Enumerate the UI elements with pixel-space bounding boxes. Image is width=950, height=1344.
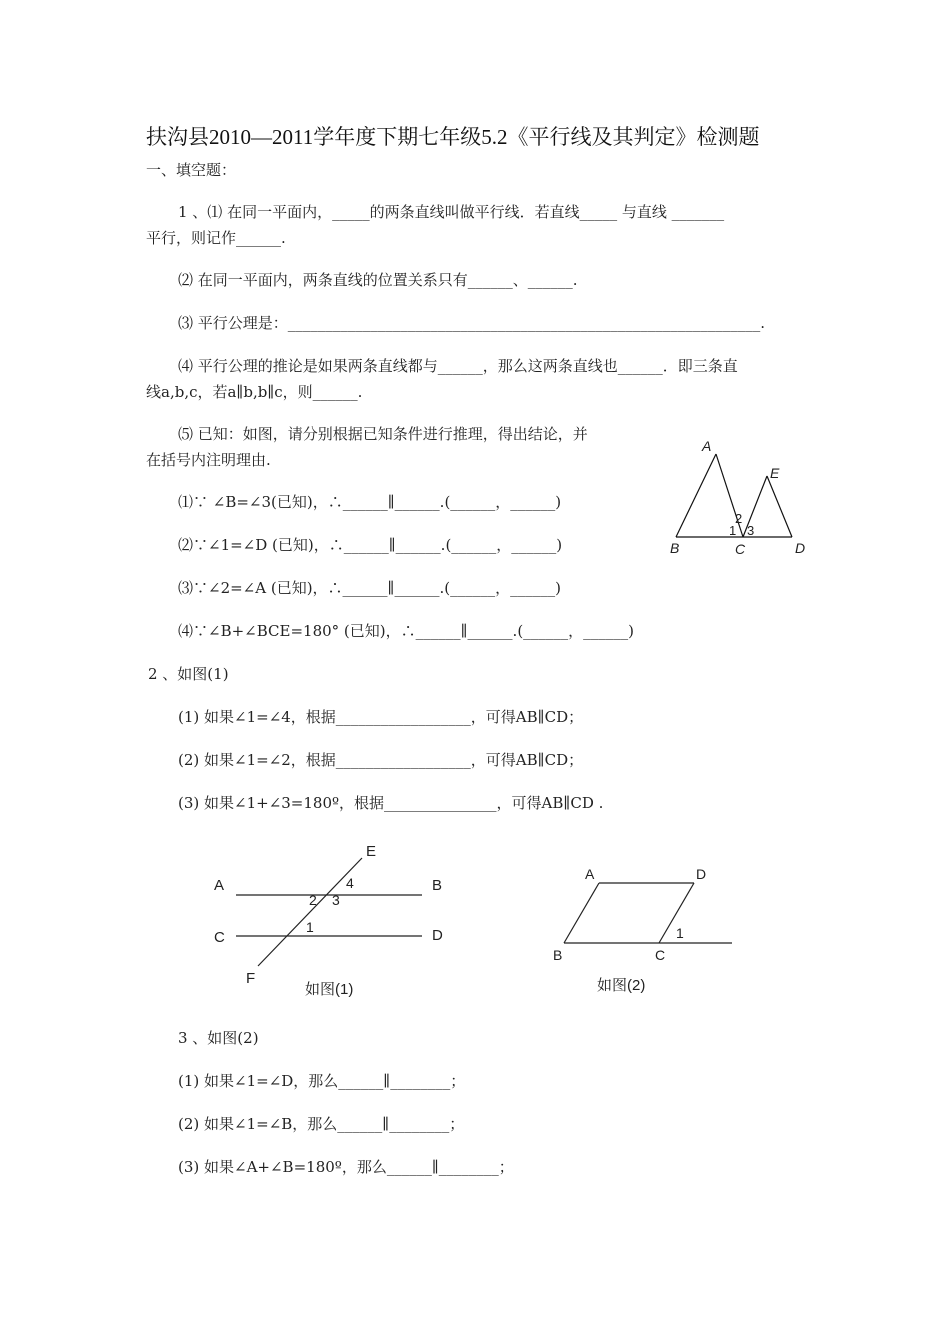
q1-part4-line1: ⑷ 平行公理的推论是如果两条直线都与______，那么这两条直线也______．即三条直 — [178, 357, 738, 375]
section-heading: 一、填空题： — [146, 161, 237, 179]
angle-3: 3 — [332, 892, 340, 908]
page-title: 扶沟县2010—2011学年度下期七年级5.2《平行线及其判定》检测题 — [146, 125, 760, 149]
label-c: C — [655, 947, 666, 963]
angle-4: 4 — [346, 875, 354, 891]
q1-reason2: ⑵∵∠1=∠D (已知)，∴______∥______.(______，______) — [178, 536, 563, 554]
q3-item2: (2) 如果∠1=∠B，那么______∥________； — [178, 1115, 465, 1133]
label-b: B — [670, 540, 680, 556]
q1-part3: ⑶ 平行公理是：_______________________________________________________________. — [178, 314, 766, 332]
figure-2-caption: 如图(2) — [597, 977, 646, 994]
q1-reason1: ⑴∵ ∠B=∠3(已知)，∴______∥______.(______，______) — [178, 493, 562, 511]
label-b: B — [553, 947, 563, 963]
q1-part5-line2: 在括号内注明理由. — [146, 451, 271, 469]
label-b: B — [432, 877, 443, 894]
angle-2: 2 — [735, 511, 743, 526]
q3-item3: (3) 如果∠A+∠B=180º，那么______∥________； — [178, 1158, 514, 1176]
q1-part2: ⑵ 在同一平面内，两条直线的位置关系只有______、______. — [178, 271, 578, 289]
label-a: A — [214, 877, 225, 894]
angle-1: 1 — [676, 925, 684, 941]
line-ab — [564, 883, 599, 943]
label-c: C — [214, 929, 225, 946]
q3-heading: 3 、如图(2) — [178, 1029, 259, 1047]
q1-reason4: ⑷∵∠B+∠BCE=180° (已知)，∴______∥______.(______，______) — [178, 622, 635, 640]
q1-line2: 平行，则记作______. — [146, 229, 286, 247]
label-d: D — [795, 540, 806, 556]
label-c: C — [735, 541, 746, 557]
angle-2: 2 — [309, 892, 317, 908]
q2-item1: (1) 如果∠1=∠4，根据__________________，可得AB∥CD； — [178, 708, 584, 726]
label-e: E — [770, 465, 780, 481]
q2-item3: (3) 如果∠1+∠3=180º，根据_______________，可得AB∥CD . — [178, 794, 604, 812]
label-e: E — [366, 843, 377, 860]
label-d: D — [696, 866, 707, 882]
q2-item2: (2) 如果∠1=∠2，根据__________________，可得AB∥CD； — [178, 751, 584, 769]
angle-3: 3 — [747, 523, 755, 538]
q3-item1: (1) 如果∠1=∠D，那么______∥________； — [178, 1072, 466, 1090]
label-a: A — [585, 866, 595, 882]
angle-1: 1 — [729, 523, 737, 538]
q1-part4-line2: 线a,b,c，若a∥b,b∥c，则______. — [146, 383, 363, 401]
label-a: A — [702, 438, 712, 454]
angle-1: 1 — [306, 919, 314, 935]
q1-line1: 1 、⑴ 在同一平面内，_____的两条直线叫做平行线．若直线_____ 与直线 _______ — [178, 203, 725, 221]
label-f: F — [246, 970, 256, 987]
figure-1-caption: 如图(1) — [305, 981, 354, 998]
q2-heading: 2 、如图(1) — [148, 665, 229, 683]
q1-part5-line1: ⑸ 已知：如图，请分别根据已知条件进行推理，得出结论，并 — [178, 425, 588, 443]
q1-reason3: ⑶∵∠2=∠A (已知)，∴______∥______.(______，______) — [178, 579, 561, 597]
label-d: D — [432, 927, 443, 944]
